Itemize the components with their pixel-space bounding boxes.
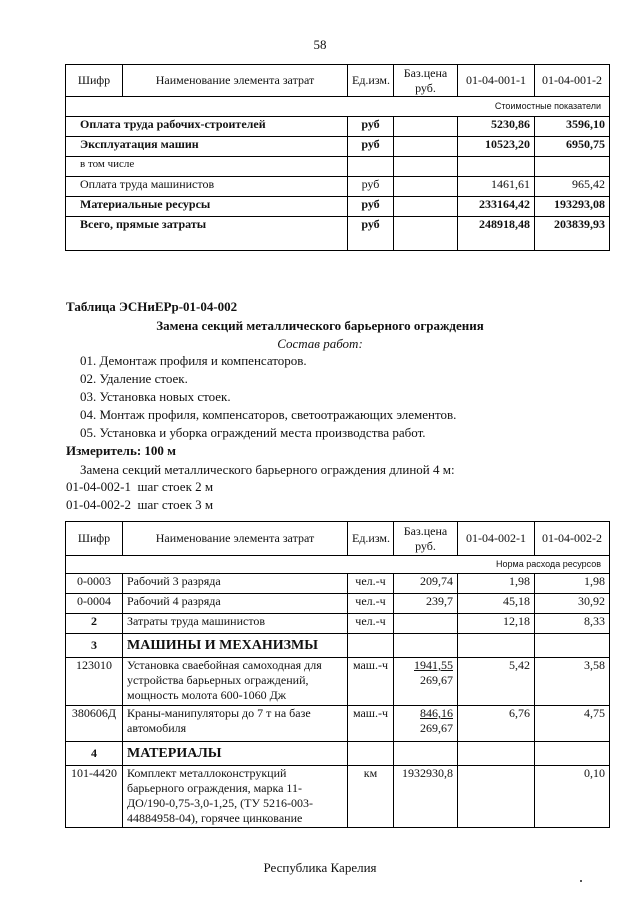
table-row: Материальные ресурсы руб 233164,42 193293,08 bbox=[66, 197, 610, 217]
col-unit-header: Ед.изм. bbox=[348, 522, 394, 556]
work-item: 03. Установка новых стоек. bbox=[80, 389, 231, 404]
col-variant1-header: 01-04-002-1 bbox=[458, 522, 535, 556]
col-code-header: Шифр bbox=[66, 65, 123, 97]
col-variant2-header: 01-04-001-2 bbox=[535, 65, 610, 97]
variant-row: 01-04-002-2 шаг стоек 3 м bbox=[66, 497, 214, 512]
col-price-header: Баз.цена руб. bbox=[394, 65, 458, 97]
table-row: 0-0004 Рабочий 4 разряда чел.-ч 239,7 45,18 30,92 bbox=[66, 594, 610, 614]
table-subheader: Норма расхода ресурсов bbox=[66, 556, 610, 574]
variant-row: 01-04-002-1 шаг стоек 2 м bbox=[66, 479, 214, 494]
cost-table bbox=[65, 64, 610, 251]
section-row: 4 МАТЕРИАЛЫ bbox=[66, 742, 610, 766]
table-row: 0-0003 Рабочий 3 разряда чел.-ч 209,74 1,98 1,98 bbox=[66, 574, 610, 594]
col-unit-header: Ед.изм. bbox=[348, 65, 394, 97]
work-item: 02. Удаление стоек. bbox=[80, 371, 188, 386]
table-row: в том числе bbox=[66, 157, 610, 177]
table-row: Оплата труда рабочих-строителей руб 5230,86 3596,10 bbox=[66, 117, 610, 137]
table-row: 2 Затраты труда машинистов чел.-ч 12,18 8,33 bbox=[66, 614, 610, 634]
resource-table bbox=[65, 521, 610, 828]
section-heading: Замена секций металлического барьерного ограждения bbox=[156, 318, 484, 333]
work-item: 04. Монтаж профиля, компенсаторов, светоотражающих элементов. bbox=[80, 407, 457, 422]
page-number: 58 bbox=[313, 37, 327, 52]
col-name-header: Наименование элемента затрат bbox=[123, 65, 348, 97]
footer-text: Республика Карелия bbox=[263, 860, 377, 875]
table-row: Эксплуатация машин руб 10523,20 6950,75 bbox=[66, 137, 610, 157]
table-row: Всего, прямые затраты руб 248918,48 203839,93 bbox=[66, 217, 610, 251]
section-row: 3 МАШИНЫ И МЕХАНИЗМЫ bbox=[66, 634, 610, 658]
table-row: 380606Д Краны-манипуляторы до 7 т на базе автомобиля маш.-ч 846,16 269,67 6,76 4,75 bbox=[66, 706, 610, 742]
table-row: Оплата труда машинистов руб 1461,61 965,42 bbox=[66, 177, 610, 197]
col-code-header: Шифр bbox=[66, 522, 123, 556]
col-variant2-header: 01-04-002-2 bbox=[535, 522, 610, 556]
work-item: 01. Демонтаж профиля и компенсаторов. bbox=[80, 353, 307, 368]
table-row: 123010 Установка сваебойная самоходная для устройства барьерных ограждений, мощность молота 600-1060 Дж маш.-ч 1941,55 269,67 5,42 3,58 bbox=[66, 658, 610, 706]
work-title: Состав работ: bbox=[277, 336, 363, 351]
table-subheader: Стоимостные показатели bbox=[66, 97, 610, 117]
table-row: 101-4420 Комплект металлоконструкций барьерного ограждения, марка 11-ДО/190-0,75-3,0-1,25, (ТУ 5216-003-44884958-04), горячее цинкование км 1932930,8 0,10 bbox=[66, 766, 610, 828]
meter-label: Измеритель: 100 м bbox=[66, 443, 177, 458]
col-variant1-header: 01-04-001-1 bbox=[458, 65, 535, 97]
table-title: Таблица ЭСНиЕРр-01-04-002 bbox=[66, 299, 238, 314]
col-price-header: Баз.цена руб. bbox=[394, 522, 458, 556]
work-item: 05. Установка и уборка ограждений места производства работ. bbox=[80, 425, 426, 440]
col-name-header: Наименование элемента затрат bbox=[123, 522, 348, 556]
scan-speck bbox=[580, 880, 582, 882]
description: Замена секций металлического барьерного ограждения длиной 4 м: bbox=[80, 462, 455, 477]
